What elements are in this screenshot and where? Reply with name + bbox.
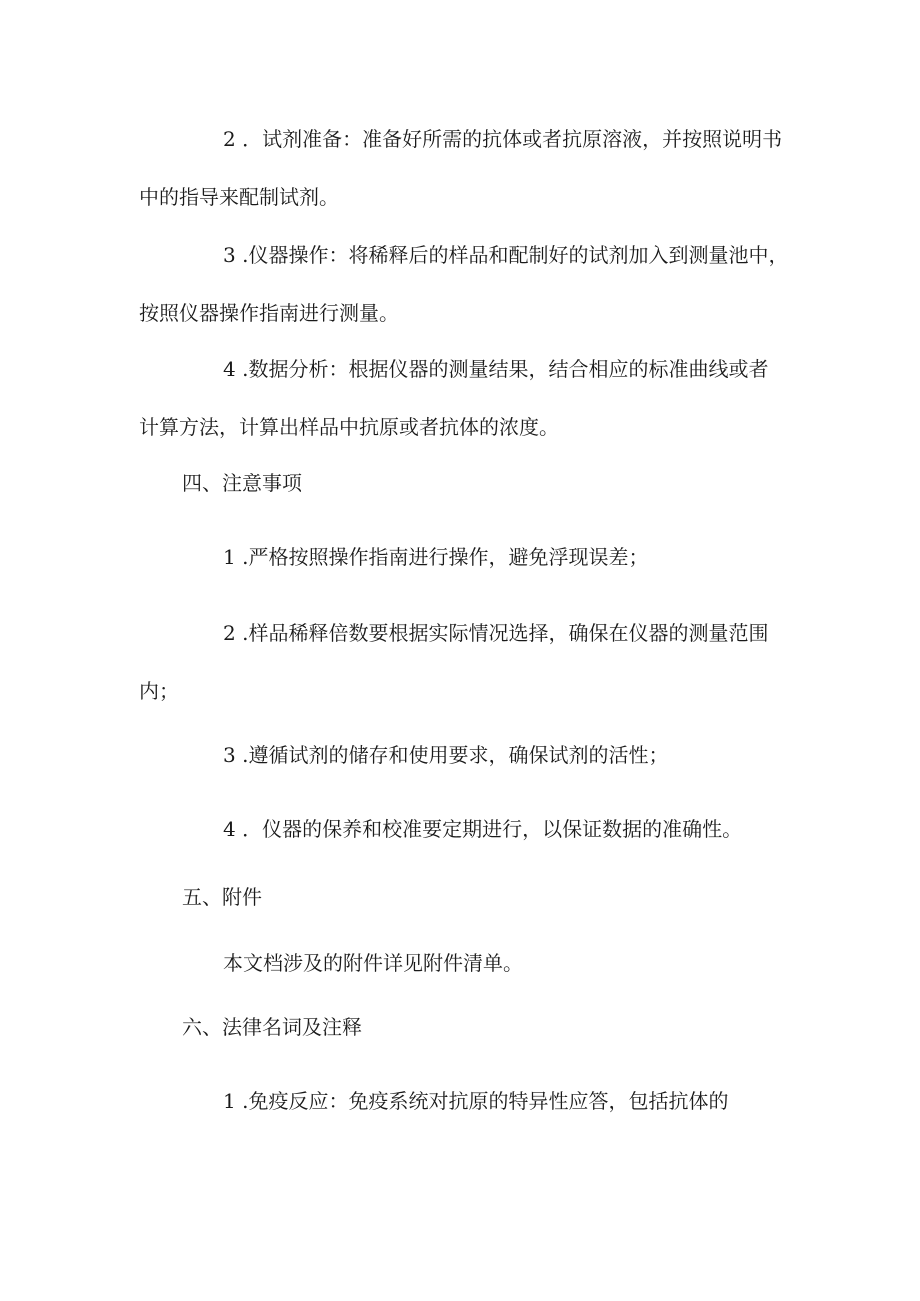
- text-line: 按照仪器操作指南进行测量。: [139, 301, 399, 325]
- text-line: 1 .免疫反应：免疫系统对抗原的特异性应答，包括抗体的: [223, 1089, 729, 1113]
- text-line: 2 .样品稀释倍数要根据实际情况选择，确保在仪器的测量范围: [223, 621, 769, 645]
- list-item: [139, 726, 799, 784]
- section-heading-attachments: 五、附件: [182, 885, 262, 909]
- paragraph-instrument-operation: [139, 226, 799, 342]
- list-item: [139, 1072, 799, 1130]
- paragraph-reagent-prep: [139, 110, 799, 226]
- text-line: 1 .严格按照操作指南进行操作，避免浮现误差；: [223, 545, 649, 569]
- list-item: [139, 604, 799, 720]
- section-heading-precautions: 四、注意事项: [182, 471, 302, 495]
- text-line: 中的指导来配制试剂。: [139, 185, 339, 209]
- text-line: 计算方法，计算出样品中抗原或者抗体的浓度。: [139, 415, 559, 439]
- list-item: [139, 528, 799, 586]
- section-heading-legal-terms: 六、法律名词及注释: [182, 1015, 362, 1039]
- text-line: 2 ．试剂准备：准备好所需的抗体或者抗原溶液，并按照说明书: [223, 127, 783, 151]
- text-line: 内；: [139, 679, 179, 703]
- list-item: [139, 800, 799, 858]
- text-line: 3 .仪器操作：将稀释后的样品和配制好的试剂加入到测量池中，: [223, 243, 789, 267]
- text-line: 4 .数据分析：根据仪器的测量结果，结合相应的标准曲线或者: [223, 357, 769, 381]
- text-line: 4 ．仪器的保养和校准要定期进行，以保证数据的准确性。: [223, 817, 743, 841]
- text-line: 3 .遵循试剂的储存和使用要求，确保试剂的活性；: [223, 743, 669, 767]
- attachments-body: 本文档涉及的附件详见附件清单。: [223, 951, 523, 975]
- paragraph-data-analysis: [139, 340, 799, 456]
